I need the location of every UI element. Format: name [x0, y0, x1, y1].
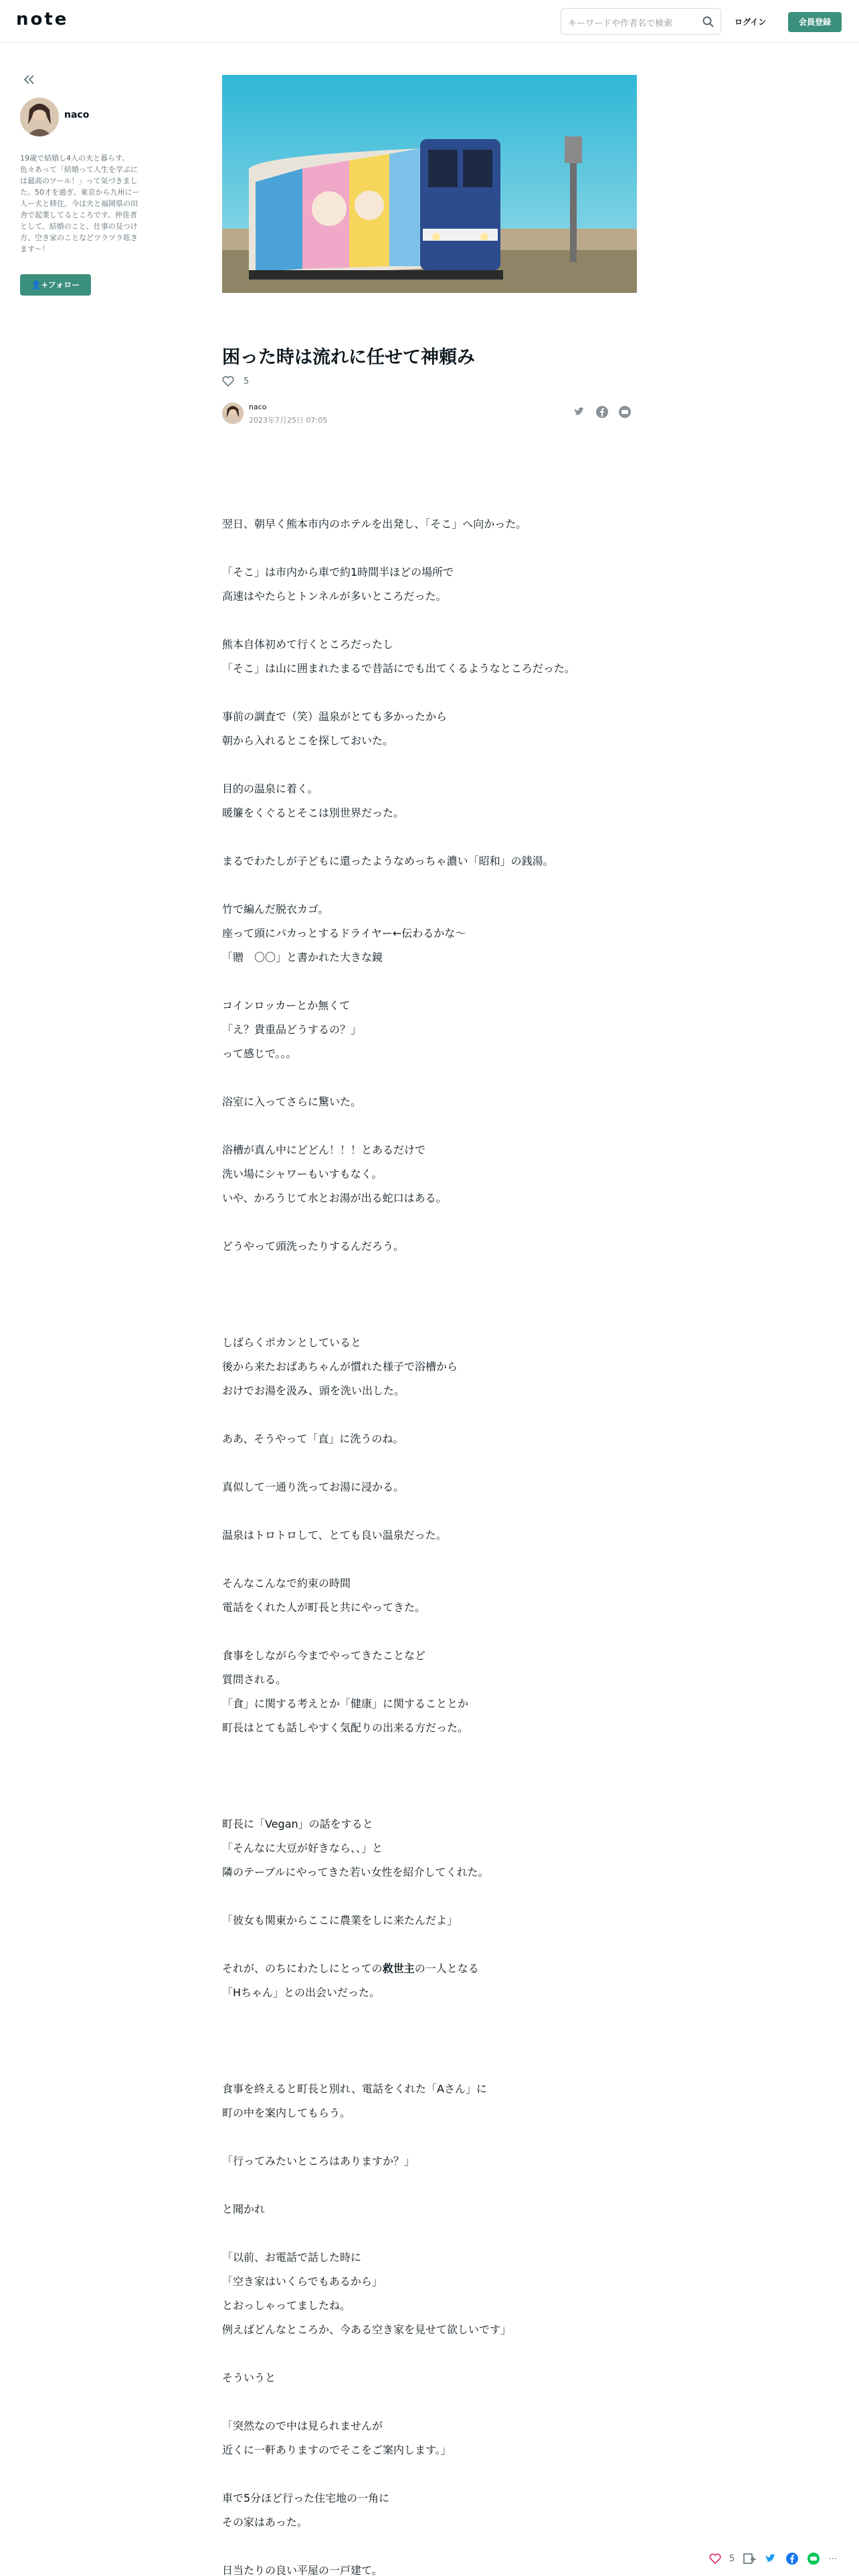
author-avatar[interactable]	[20, 98, 59, 136]
paragraph: ああ、そうやって「直」に洗うのね。	[222, 1432, 404, 1445]
note-logo[interactable]: note	[16, 9, 69, 29]
paragraph: 日当たりの良い平屋の一戸建て。	[222, 2564, 383, 2576]
sidebar-author-name[interactable]: naco	[64, 110, 90, 120]
paragraph: コインロッカーとか無くて 「え？貴重品どうするの？」 って感じで。。。	[222, 999, 362, 1060]
paragraph: 事前の調査で（笑）温泉がとても多かったから 朝から入れるとこを探しておいた。	[222, 710, 448, 747]
more-icon[interactable]: ⋯	[828, 2553, 838, 2564]
emphasis-text: 救世主	[382, 1962, 415, 1975]
paragraph: 食事をしながら今までやってきたことなど 質問される。 「食」に関する考えとか「健康」に関することとか 町長はとても話しやすく気配りの出来る方だった。	[222, 1649, 469, 1734]
paragraph: しばらくポカンとしていると 後から来たおばあちゃんが慣れた様子で浴槽から おけでお湯を汲み、頭を洗い出した。	[222, 1336, 458, 1397]
site-header	[0, 0, 859, 43]
paragraph: どうやって頭洗ったりするんだろう。	[222, 1240, 405, 1253]
person-plus-icon: 👤+	[31, 280, 48, 290]
author-avatar-small[interactable]	[222, 403, 244, 424]
paragraph: 町長に「Vegan」の話をすると 「そんなに大豆が好きなら、、」と 隣のテーブルにやってきた若い女性を紹介してくれた。	[222, 1818, 489, 1879]
paragraph: 浴槽が真ん中にどどん！！！とあるだけで 洗い場にシャワーもいすもなく。 いや、かろうじて水とお湯が出る蛇口はある。	[222, 1144, 447, 1204]
author-bio: 19歳で結婚し4人の夫と暮らす。色々あって「結婚って人生を学ぶには最高のツール！」って気づきました。50才を過ぎ、東京から九州にー人ー犬と移住。今は夫と福岡県の田舎で起業してるところです。仲佳者として、結婚のこと、仕事の見つけ方、空き家のことなどツラツラ呟きます〜！	[20, 154, 140, 253]
heart-icon[interactable]	[222, 376, 234, 387]
author-row	[222, 401, 637, 428]
login-button[interactable]: ログイン	[735, 17, 767, 27]
paragraph	[222, 1957, 637, 2005]
paragraph: 「突然なので中は見られませんが 近くに一軒ありますのでそこをご案内します。」	[222, 2420, 452, 2456]
facebook-icon[interactable]	[595, 405, 609, 419]
paragraph: 車で5分ほど行った住宅地の一角に その家はあった。	[222, 2492, 390, 2529]
paragraph: まるでわたしが子どもに還ったようなめっちゃ濃い「昭和」の銭湯。	[222, 855, 554, 867]
magazine-add-icon[interactable]	[743, 2553, 756, 2565]
paragraph: 「彼女も関東からここに農業をしに来たんだよ」	[222, 1914, 458, 1927]
paragraph: 浴室に入ってさらに驚いた。	[222, 1095, 362, 1108]
paragraph: 翌日、朝早く熊本市内のホテルを出発し、「そこ」へ向かった。	[222, 518, 527, 530]
share-buttons	[573, 405, 632, 419]
paragraph: 温泉はトロトロして、とても良い温泉だった。	[222, 1529, 447, 1541]
twitter-icon[interactable]	[764, 2552, 777, 2565]
paragraph: 真似して一通り洗ってお湯に浸かる。	[222, 1481, 405, 1493]
search-placeholder: キーワードや作者名で検索	[568, 19, 673, 29]
paragraph: 熊本自体初めて行くところだったし 「そこ」は山に囲まれたまるで昔話にでも出てくるようなところだった。	[222, 638, 575, 675]
signup-button[interactable]: 会員登録	[788, 12, 842, 32]
paragraph: 食事を終えると町長と別れ、電話をくれた「Aさん」に 町の中を案内してもらう。	[222, 2082, 487, 2119]
paragraph-text: の一人となる	[414, 1962, 479, 1975]
paragraph: 「そこ」は市内から車で約1時間半ほどの場所で 高速はやたらとトンネルが多いところだった。	[222, 566, 454, 603]
twitter-icon[interactable]	[573, 405, 586, 419]
search-icon[interactable]	[702, 15, 715, 29]
follow-button[interactable]	[20, 274, 91, 296]
line-icon[interactable]	[807, 2552, 820, 2565]
publish-date: 2023年7月25日 07:05	[249, 416, 328, 425]
paragraph: 竹で編んだ脱衣カゴ。 座って頭にパカっとするドライヤー←伝わるかな〜 「贈 〇〇」と書かれた大きな鏡	[222, 903, 466, 964]
floating-action-bar	[709, 2541, 859, 2576]
paragraph: 「以前、お電話で話した時に 「空き家はいくらでもあるから」 とおっしゃってましたね。 例えばどんなところか、今ある空き家を見せて欲しいです」	[222, 2251, 512, 2336]
paragraph: 「行ってみたいところはありますか？」	[222, 2155, 415, 2167]
paragraph-text: それが、のちにわたしにとっての	[222, 1962, 383, 1975]
line-icon[interactable]	[618, 405, 632, 419]
paragraph: そんなこんなで約束の時間 電話をくれた人が町長と共にやってきた。	[222, 1577, 426, 1614]
author-name[interactable]: naco	[249, 403, 267, 411]
heart-icon[interactable]	[709, 2553, 721, 2564]
like-counter[interactable]	[222, 376, 249, 387]
article-title: 困った時は流れに任せて神頼み	[222, 347, 475, 368]
like-count: 5	[244, 376, 250, 387]
facebook-icon[interactable]	[785, 2552, 799, 2565]
like-count: 5	[729, 2553, 735, 2564]
paragraph: 目的の温泉に着く。 暖簾をくぐるとそこは別世界だった。	[222, 782, 405, 819]
paragraph: そういうと	[222, 2371, 276, 2384]
search-input[interactable]	[561, 8, 721, 35]
paragraph-text: 「Hちゃん」との出会いだった。	[222, 1986, 381, 1999]
follow-label: フォロー	[47, 280, 80, 290]
article-body	[222, 512, 637, 2576]
back-chevron-icon[interactable]	[23, 74, 36, 86]
paragraph: と聞かれ	[222, 2203, 266, 2216]
hero-image	[222, 75, 637, 293]
